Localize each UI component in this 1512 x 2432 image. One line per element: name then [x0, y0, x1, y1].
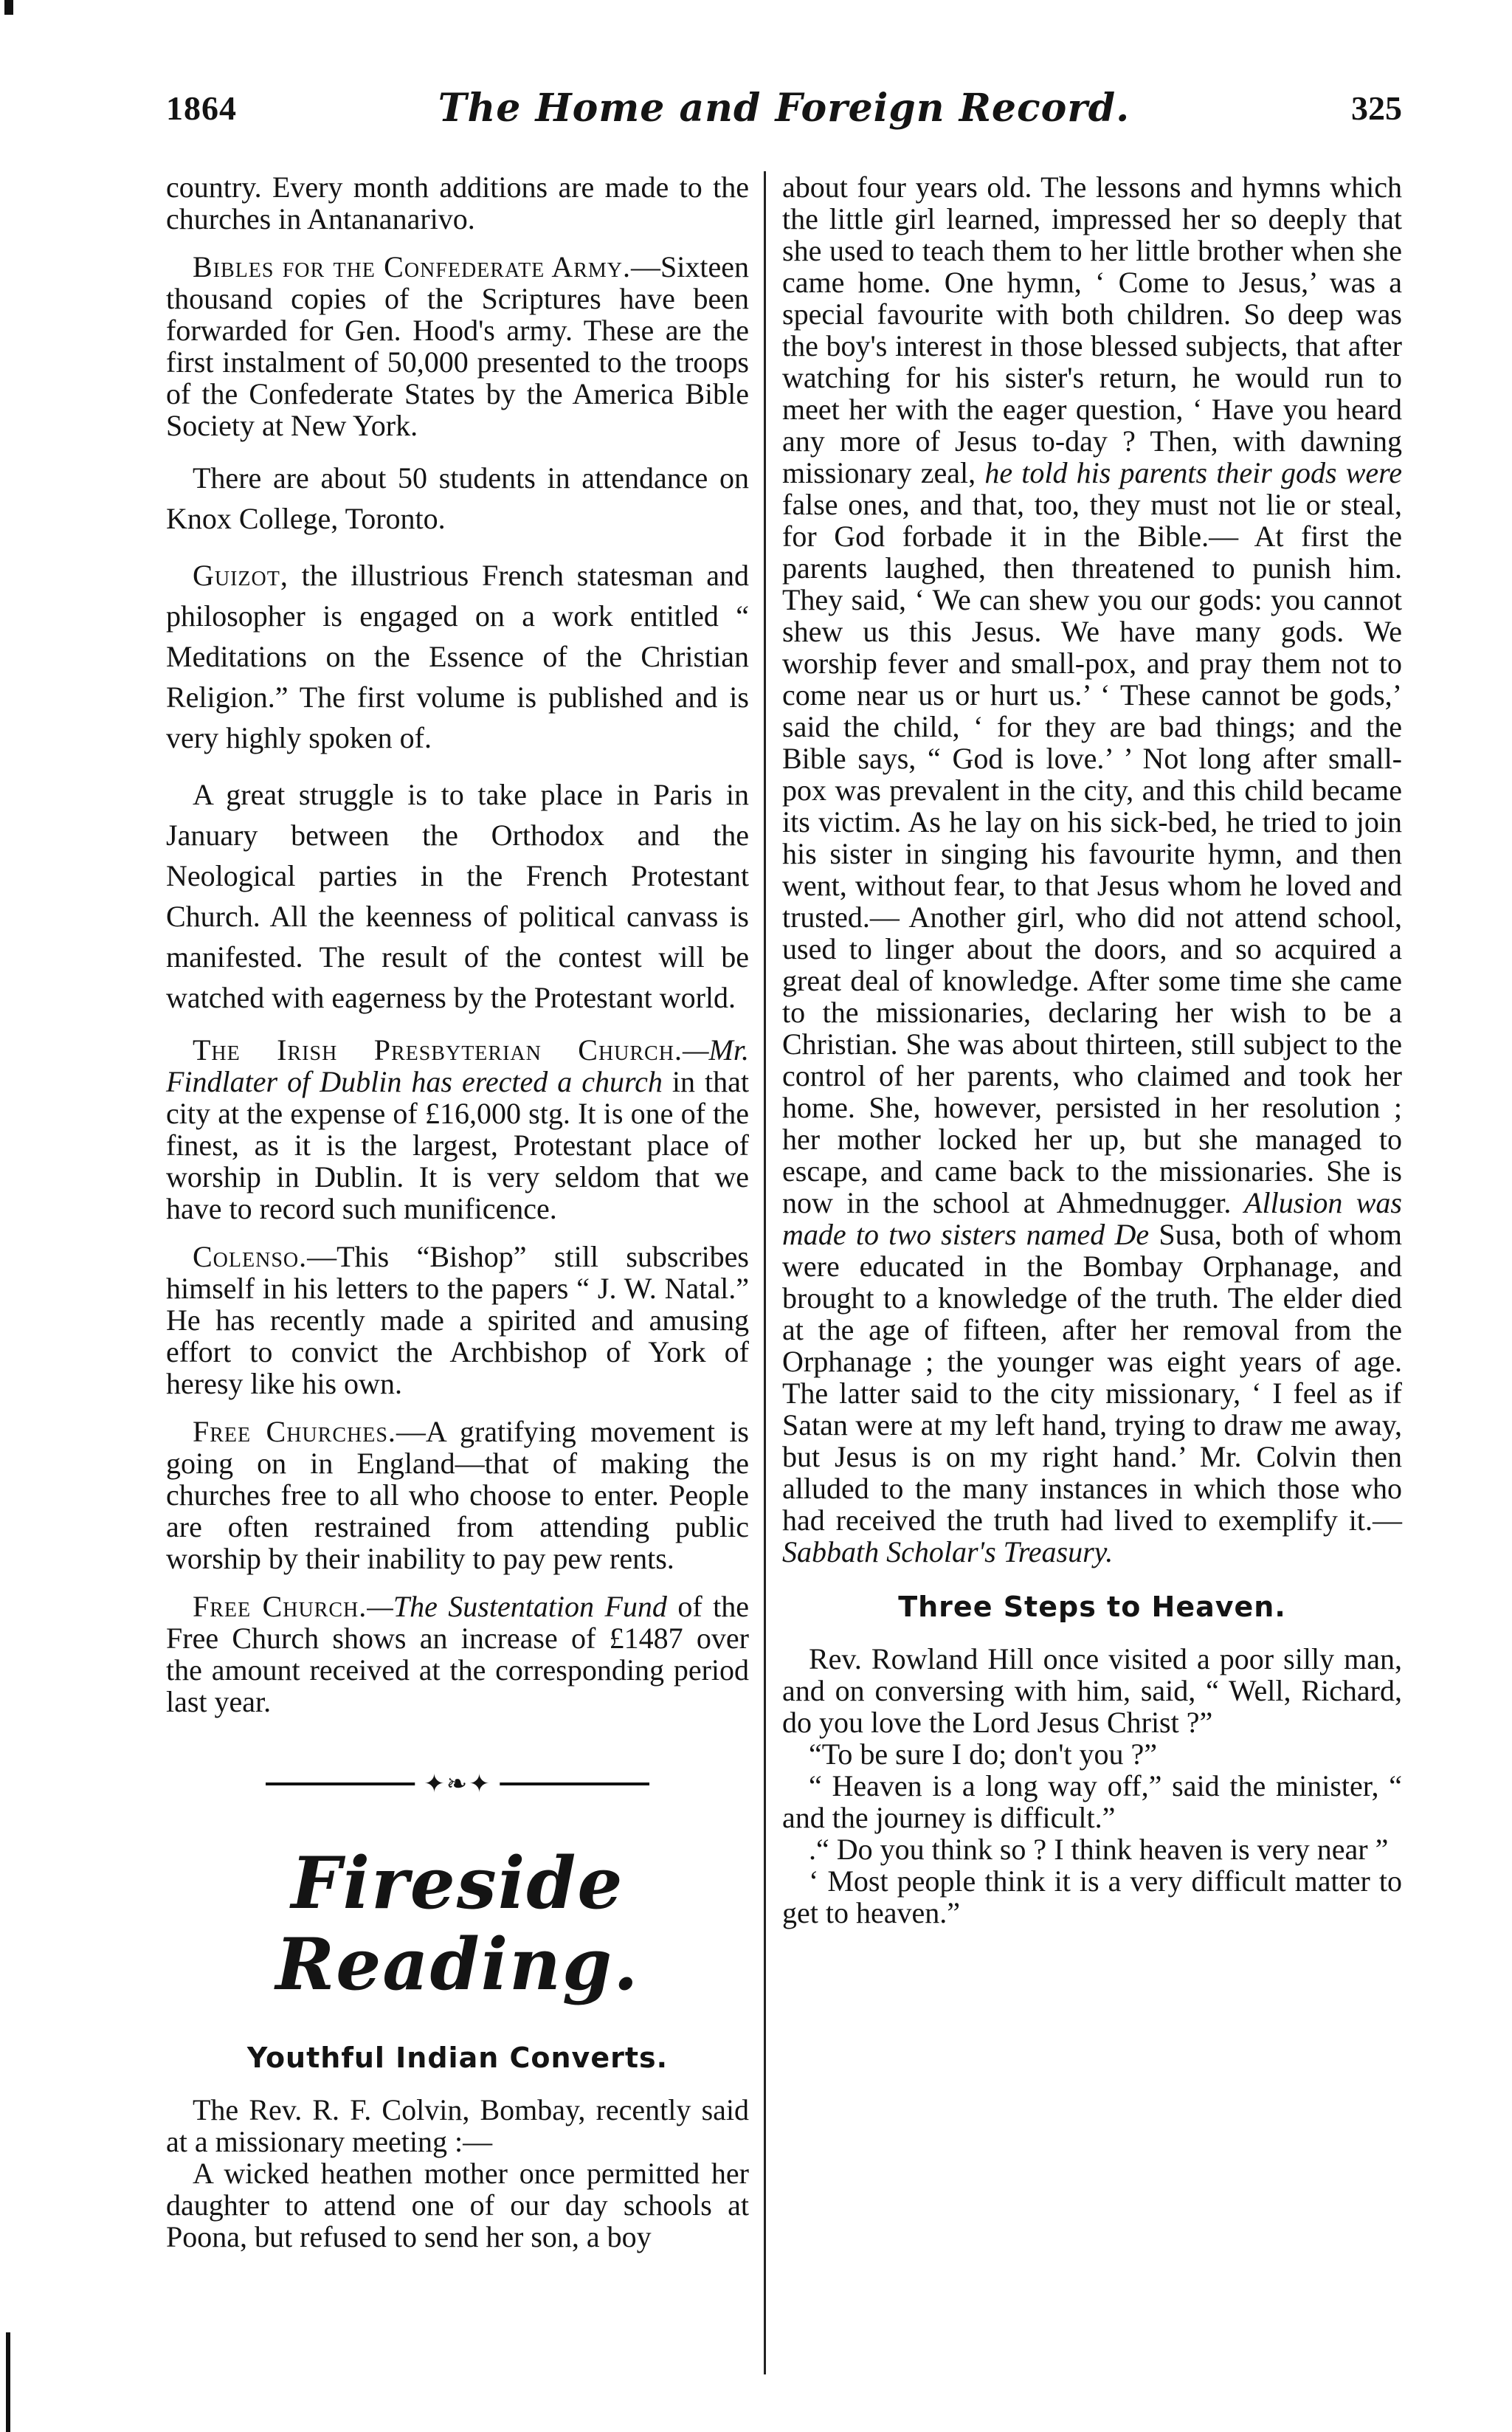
running-header [166, 86, 1402, 140]
heading-guizot: Guizot, [193, 559, 289, 592]
paragraph-paris: A great struggle is to take place in Paris in January between the Orthodox and the Neological parties in the French Protestant Church. All the keenness of political canvass is manifested. The result of the contest will be watched with eagerness by the Protestant world. [166, 778, 749, 1014]
paragraph-guizot [166, 555, 749, 758]
paragraph-heathen-mother: A wicked heathen mother once permitted her daughter to attend one of our day schools at Poona, but refused to send her son, a boy [166, 2157, 749, 2253]
text-free-churches: —A gratifying movement is going on in England—that of making the churches free to all who choose to enter. People are often restrained from attending public worship by their inability to pay pew rents. [166, 1415, 749, 1575]
credit-sabbath-scholar: Sabbath Scholar's Treasury. [782, 1535, 1114, 1568]
paragraph-very-near: .“ Do you think so ? I think heaven is very near ” [809, 1833, 1389, 1866]
paragraph-difficult-matter: ‘ Most people think it is a very difficult matter to get to heaven.” [782, 1864, 1402, 1929]
text-converts-2: false ones, and that, too, they must not lie or steal, for God forbade it in the Bible.— At first the parents laughed, then threatened to punish him. They said, ‘ We can shew you our gods: you cannot shew us this Jesus. We have many gods. We worship fever and small-pox, and pray them not to come near us or hurt us.’ ‘ These cannot be gods,’ said the child, ‘ for they are bad things; and the Bible says, “ God is love.’ ’ Not long after small-pox was prevalent in the city, and this child became its victim. As he lay on his sick-bed, he tried to join his sister in singing his favourite hymn, and then went, without fear, to that Jesus whom he loved and trusted.— Another girl, who did not attend school, used to linger about the doors, and so acquired a great deal of knowledge. After some time she came to the missionaries, declaring her wish to be a Christian. She was about thirteen, still subject to the control of her parents, who claimed and took her home. She, however, persisted in her resolution ; her mother locked her up, but she managed to escape, and came back to the missionaries. She is now in the school at Ahmednugger. [782, 488, 1402, 1219]
column-divider [764, 171, 766, 2374]
paragraph-colenso [166, 1241, 749, 1399]
paragraph-colvin-intro: The Rev. R. F. Colvin, Bombay, recently said at a missionary meeting :— [166, 2093, 749, 2158]
italic-free-church: —The Sustentation Fund [367, 1590, 667, 1623]
margin-rule [6, 2332, 10, 2432]
corner-print-mark [4, 0, 13, 15]
text-converts-3: Susa, both of whom were educated in the Bombay Orphanage, and brought to a knowledge of the truth. The elder died at the age of fifteen, after her removal from the Orphanage ; the younger was eight years of age. The latter said to the city missionary, ‘ I feel as if Satan were at my left hand, trying to draw me away, but Jesus is on my right hand.’ Mr. Colvin then alluded to the many instances in which those who had received the truth had lived to exemplify it.— [782, 1218, 1403, 1537]
italic-converts-2: Allusion was made to two sisters named De [782, 1186, 1402, 1251]
decorative-divider [266, 1769, 649, 1799]
text-bibles: —Sixteen thousand copies of the Scriptures have been forwarded for Gen. Hood's army. These are the first instalment of 50,000 presented to the troops of the Confederate States by the America Bible Society at New York. [166, 250, 749, 442]
text-free-church: of the Free Church shows an increase of £1487 over the amount received at the corresponding period last year. [166, 1590, 749, 1718]
heading-free-churches: Free Churches. [193, 1415, 396, 1448]
text-guizot: the illustrious French statesman and philosopher is engaged on a work entitled “ Meditations on the Essence of the Christian Religion.” The first volume is published and is very highly spoken of. [166, 559, 749, 754]
journal-title: The Home and Foreign Record. [438, 86, 1130, 131]
paragraph-knox: There are about 50 students in attendance on Knox College, Toronto. [166, 461, 749, 535]
italic-irish-church: —Mr. Findlater of Dublin has erected a church [166, 1033, 749, 1098]
paragraph-free-churches [166, 1416, 749, 1574]
heading-colenso: Colenso. [193, 1240, 308, 1273]
paragraph-irish-church [166, 1034, 749, 1224]
italic-converts-1: he told his parents their gods were [976, 456, 1403, 489]
header-year: 1864 [166, 89, 237, 127]
text-colenso: —This “Bishop” still subscribes himself in his letters to the papers “ J. W. Natal.” He has recently made a spirited and amusing effort to convict the Archbishop of York of heresy like his own. [166, 1240, 749, 1400]
heading-free-church: Free Church. [193, 1590, 367, 1623]
article-title-three-steps: Three Steps to Heaven. [898, 1591, 1286, 1623]
page-number: 325 [1351, 89, 1402, 127]
heading-bibles: Bibles for the Confederate Army. [193, 250, 632, 283]
right-column [782, 171, 1402, 1929]
heading-irish-church: The Irish Presbyterian Church. [193, 1033, 683, 1067]
paragraph-to-be-sure: “To be sure I do; don't you ?” [809, 1737, 1158, 1771]
paragraph-converts-story [782, 171, 1402, 1568]
divider-flourish-icon: ✦❧✦ [415, 1769, 500, 1799]
paragraph-free-church [166, 1591, 749, 1718]
section-title-fireside: Fireside Reading. [275, 1842, 640, 2006]
paragraph-long-way: “ Heaven is a long way off,” said the minister, “ and the journey is difficult.” [782, 1769, 1402, 1834]
article-title-indian-converts: Youthful Indian Converts. [246, 2042, 669, 2074]
text-converts-1: about four years old. The lessons and hymns which the little girl learned, impressed her so deeply that she used to teach them to her little brother when she came home. One hymn, ‘ Come to Jesus,’ was a special favourite with both children. So deep was the boy's interest in those blessed subjects, that after watching for his sister's return, he would run to meet her with the eager question, ‘ Have you heard any more of Jesus to-day ? Then, with dawning missionary zeal, [782, 170, 1402, 489]
text-irish-church: in that city at the expense of £16,000 stg. It is one of the finest, as it is the largest, Protestant place of worship in Dublin. It is very seldom that we have to record such munificence. [166, 1065, 750, 1225]
left-column [166, 171, 749, 2253]
paragraph-bibles [166, 251, 749, 441]
paragraph-rowland-hill: Rev. Rowland Hill once visited a poor silly man, and on conversing with him, said, “ Well, Richard, do you love the Lord Jesus Christ ?” [782, 1642, 1402, 1739]
paragraph-antananarivo: country. Every month additions are made to the churches in Antananarivo. [166, 170, 749, 235]
